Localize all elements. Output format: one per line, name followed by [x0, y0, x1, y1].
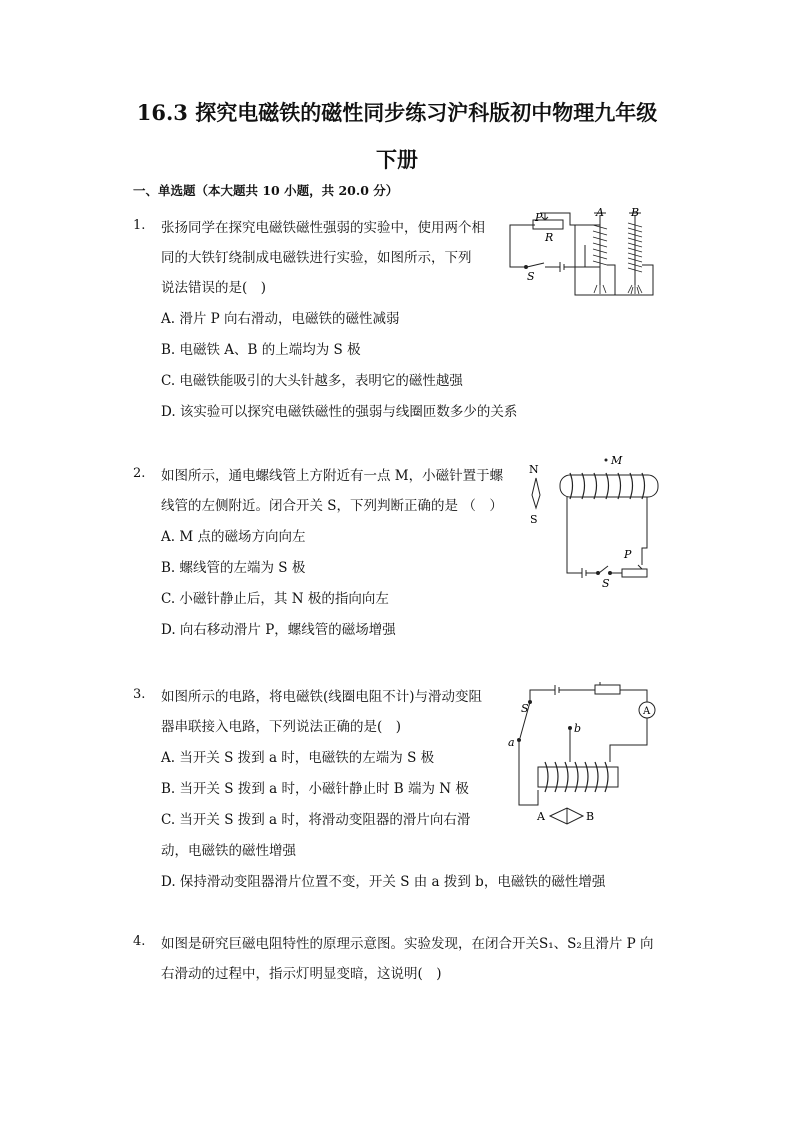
option-b: B. 电磁铁 A、B 的上端均为 S 极 [161, 342, 361, 358]
ammeter-label: A [643, 706, 651, 717]
label-b-contact: b [574, 722, 582, 735]
electromagnet-switch-circuit-figure [505, 680, 665, 830]
question-number: 2. [133, 466, 146, 481]
question-stem-line: 张扬同学在探究电磁铁磁性强弱的实验中，使用两个相 [161, 220, 485, 236]
question-stem-line: 如图是研究巨磁电阻特性的原理示意图。实验发现，在闭合开关S₁、S₂且滑片 P 向 [161, 936, 654, 952]
label-r: R [545, 231, 554, 244]
label-n: N [529, 463, 539, 476]
option-a: A. M 点的磁场方向向左 [161, 529, 306, 545]
label-s: S [527, 270, 535, 283]
option-b: B. 螺线管的左端为 S 极 [161, 560, 306, 576]
label-s-needle: S [530, 513, 538, 526]
option-c: C. 小磁针静止后，其 N 极的指向向左 [161, 591, 389, 607]
label-p: P [535, 211, 543, 224]
option-c-continued: 动，电磁铁的磁性增强 [161, 843, 296, 859]
question-number: 1. [133, 218, 146, 233]
question-stem-line: 如图所示，通电螺线管上方附近有一点 M，小磁针置于螺 [161, 468, 504, 484]
question-stem-line: 右滑动的过程中，指示灯明显变暗，这说明( ) [161, 966, 442, 982]
needle-label-a: A [537, 810, 545, 823]
question-number: 3. [133, 687, 146, 702]
question-stem-line: 器串联接入电路，下列说法正确的是( ) [161, 719, 402, 735]
solenoid-circuit-figure [522, 453, 662, 588]
question-stem-line: 同的大铁钉绕制成电磁铁进行实验，如图所示，下列 [161, 250, 472, 266]
option-c: C. 当开关 S 拨到 a 时，将滑动变阻器的滑片向右滑 [161, 812, 471, 828]
needle-label-b: B [586, 810, 595, 823]
label-b: B [631, 206, 640, 219]
label-s-switch: S [602, 577, 610, 590]
label-m: M [611, 454, 623, 467]
page-title-line2: 下册 [376, 147, 418, 172]
option-d: D. 向右移动滑片 P，螺线管的磁场增强 [161, 622, 396, 638]
page-title-line1: 16.3 探究电磁铁的磁性同步练习沪科版初中物理九年级 [136, 100, 658, 125]
section-heading: 一、单选题（本大题共 10 小题，共 20.0 分） [133, 183, 399, 198]
electromagnet-circuit-figure [505, 205, 660, 300]
label-a-contact: a [508, 736, 515, 749]
question-stem-line: 说法错误的是( ) [161, 280, 267, 296]
label-a: A [596, 206, 604, 219]
label-s: S [521, 702, 529, 715]
question-number: 4. [133, 934, 146, 949]
label-p: P [624, 548, 632, 561]
option-a: A. 滑片 P 向右滑动，电磁铁的磁性减弱 [161, 311, 400, 327]
question-stem-line: 线管的左侧附近。闭合开关 S，下列判断正确的是 （ ） [161, 498, 503, 514]
option-d: D. 该实验可以探究电磁铁磁性的强弱与线圈匝数多少的关系 [161, 404, 518, 420]
question-stem-line: 如图所示的电路，将电磁铁(线圈电阻不计)与滑动变阻 [161, 689, 483, 705]
option-b: B. 当开关 S 拨到 a 时，小磁针静止时 B 端为 N 极 [161, 781, 469, 797]
option-d: D. 保持滑动变阻器滑片位置不变，开关 S 由 a 拨到 b，电磁铁的磁性增强 [161, 874, 606, 890]
option-a: A. 当开关 S 拨到 a 时，电磁铁的左端为 S 极 [161, 750, 435, 766]
option-c: C. 电磁铁能吸引的大头针越多，表明它的磁性越强 [161, 373, 463, 389]
